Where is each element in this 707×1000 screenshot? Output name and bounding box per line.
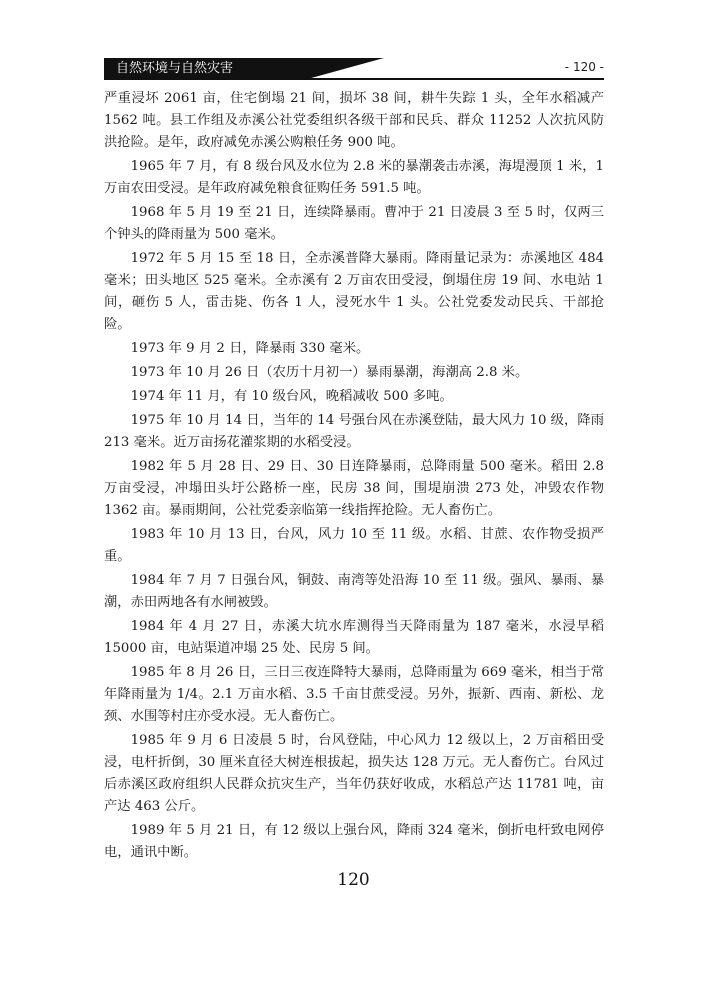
- paragraph: 1973 年 10 月 26 日（农历十月初一）暴雨暴潮，海潮高 2.8 米。: [130, 365, 529, 380]
- paragraph: 1984 年 4 月 27 日，赤溪大坑水库测得当天降雨量为 187 毫米，水浸早稻 15000 亩，电站渠道冲塌 25 处、民房 5 间。: [104, 619, 604, 656]
- paragraph: 1989 年 5 月 21 日，有 12 级以上强台风，降雨 324 毫米，倒折电杆致电网停电，通讯中断。: [104, 823, 604, 860]
- paragraph: 1975 年 10 月 14 日，当年的 14 号强台风在赤溪登陆，最大风力 10 级，降雨 213 毫米。近万亩扬花灌浆期的水稻受浸。: [104, 413, 604, 450]
- paragraph: 1965 年 7 月，有 8 级台风及水位为 2.8 米的暴潮袭击赤溪，海堤漫顶 1 米，1 万亩农田受浸。是年政府减免粮食征购任务 591.5 吨。: [104, 159, 604, 196]
- paragraph: 严重浸坏 2061 亩，住宅倒塌 21 间，损坏 38 间，耕牛失踪 1 头，全年水稻减产 1562 吨。县工作组及赤溪公社党委组织各级干部和民兵、群众 11252 人次抗风防洪抢险。是年，政府减免赤溪公购粮任务 900 吨。: [104, 91, 604, 150]
- paragraph: 1974 年 11 月，有 10 级台风，晚稻减收 500 多吨。: [130, 389, 453, 404]
- paragraph: 1968 年 5 月 19 至 21 日，连续降暴雨。曹冲于 21 日凌晨 3 至 5 时，仅两三个钟头的降雨量为 500 毫米。: [104, 205, 604, 242]
- paragraph: 1985 年 8 月 26 日，三日三夜连降特大暴雨，总降雨量为 669 毫米，相当于常年降雨量为 1/4。2.1 万亩水稻、3.5 千亩甘蔗受浸。另外，振新、西南、新松、龙颈、水围等村庄亦受水浸。无人畜伤亡。: [104, 665, 604, 724]
- running-header: [104, 58, 604, 80]
- header-wedge: [304, 58, 384, 80]
- paragraph: 1984 年 7 月 7 日强台风，铜鼓、南湾等处沿海 10 至 11 级。强风、暴雨、暴潮，赤田两地各有水闸被毁。: [104, 573, 604, 610]
- paragraph: 1985 年 9 月 6 日凌晨 5 时，台风登陆，中心风力 12 级以上，2 万亩稻田受浸，电杆折倒，30 厘米直径大树连根拔起，损失达 128 万元。无人畜伤亡。台风过后赤溪区政府组织人民群众抗灾生产，当年仍获好收成，水稻总产达 11781 吨，亩产达 463 公斤。: [104, 733, 604, 814]
- header-rule: [104, 78, 604, 80]
- paragraph: 1973 年 9 月 2 日，降暴雨 330 毫米。: [130, 341, 370, 356]
- chapter-title: 自然环境与自然灾害: [104, 58, 304, 80]
- paragraph: 1983 年 10 月 13 日，台风，风力 10 至 11 级。水稻、甘蔗、农作物受损严重。: [104, 527, 604, 564]
- paragraph: 1982 年 5 月 28 日、29 日、30 日连降暴雨，总降雨量 500 毫米。稻田 2.8 万亩受浸，冲塌田头圩公路桥一座，民房 38 间，围堤崩溃 273 处，冲毁农作物 1362 亩。暴雨期间，公社党委亲临第一线指挥抢险。无人畜伤亡。: [104, 459, 604, 518]
- header-page-label: - 120 -: [564, 60, 604, 74]
- page-number: 120: [337, 870, 370, 890]
- body-text: [104, 88, 604, 866]
- paragraph: 1972 年 5 月 15 至 18 日，全赤溪普降大暴雨。降雨量记录为：赤溪地区 484 毫米；田头地区 525 毫米。全赤溪有 2 万亩农田受浸，倒塌住房 19 间、水电站 1 间，砸伤 5 人，雷击毙、伤各 1 人，浸死水牛 1 头。公社党委发动民兵、干部抢险。: [104, 251, 604, 332]
